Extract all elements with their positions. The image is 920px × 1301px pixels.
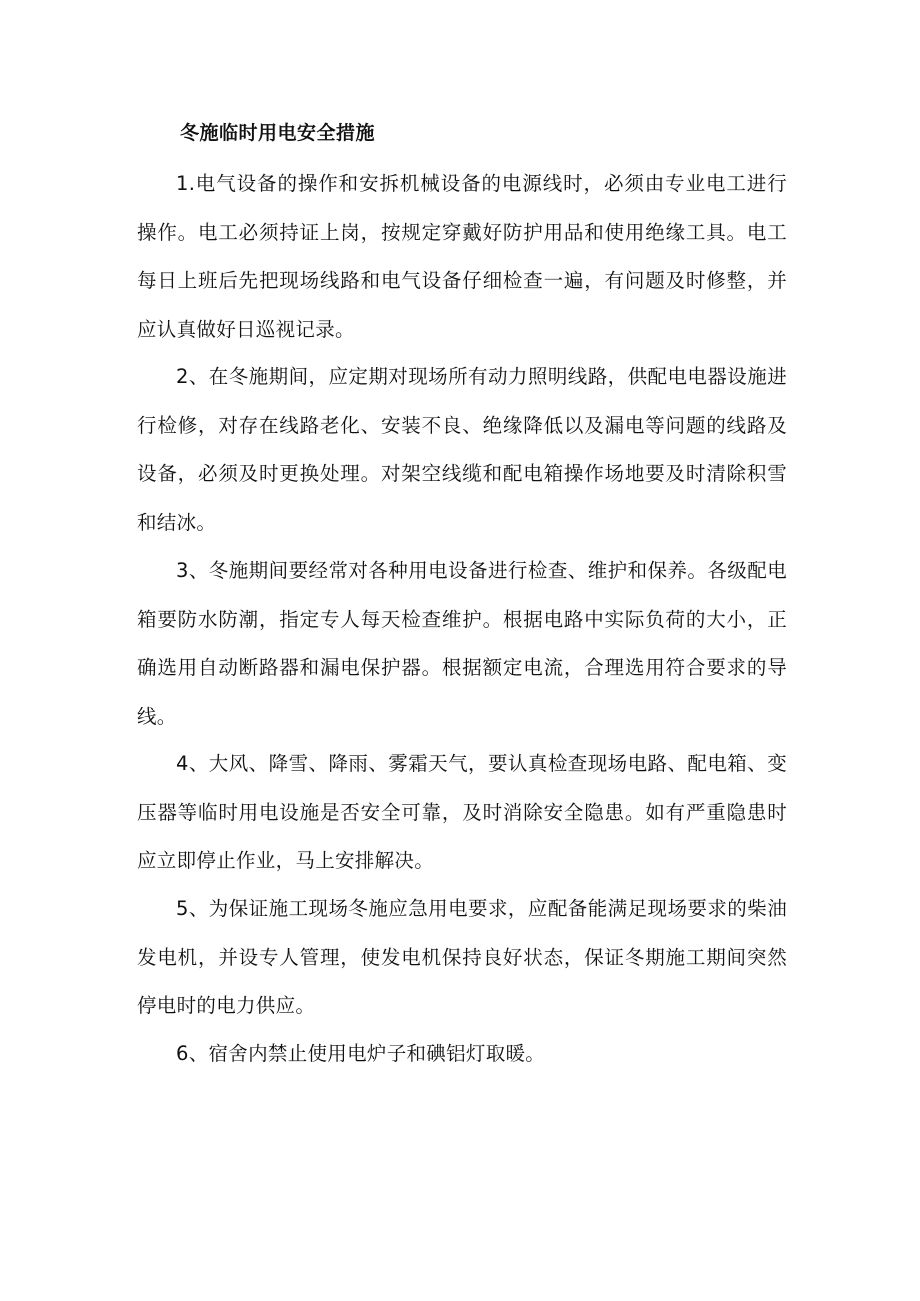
- paragraph-3: 3、冬施期间要经常对各种用电设备进行检查、维护和保养。各级配电箱要防水防潮，指定专人每天检查维护。根据电路中实际负荷的大小，正确选用自动断路器和漏电保护器。根据额定电流，合理选用符合要求的导线。: [137, 559, 787, 728]
- document-title: 冬施临时用电安全措施: [180, 122, 376, 144]
- paragraph-6: 6、宿舍内禁止使用电炉子和碘铝灯取暖。: [176, 1042, 546, 1065]
- paragraph-5: 5、为保证施工现场冬施应急用电要求，应配备能满足现场要求的柴油发电机，并设专人管理，使发电机保持良好状态，保证冬期施工期间突然停电时的电力供应。: [137, 897, 787, 1017]
- paragraph-2: 2、在冬施期间，应定期对现场所有动力照明线路，供配电电器设施进行检修，对存在线路老化、安装不良、绝缘降低以及漏电等问题的线路及设备，必须及时更换处理。对架空线缆和配电箱操作场地要及时清除积雪和结冰。: [137, 365, 787, 534]
- paragraph-4: 4、大风、降雪、降雨、雾霜天气，要认真检查现场电路、配电箱、变压器等临时用电设施是否安全可靠，及时消除安全隐患。如有严重隐患时应立即停止作业，马上安排解决。: [137, 752, 787, 872]
- paragraph-1: 1.电气设备的操作和安拆机械设备的电源线时，必须由专业电工进行操作。电工必须持证上岗，按规定穿戴好防护用品和使用绝缘工具。电工每日上班后先把现场线路和电气设备仔细检查一遍，有问题及时修整，并应认真做好日巡视记录。: [137, 172, 787, 341]
